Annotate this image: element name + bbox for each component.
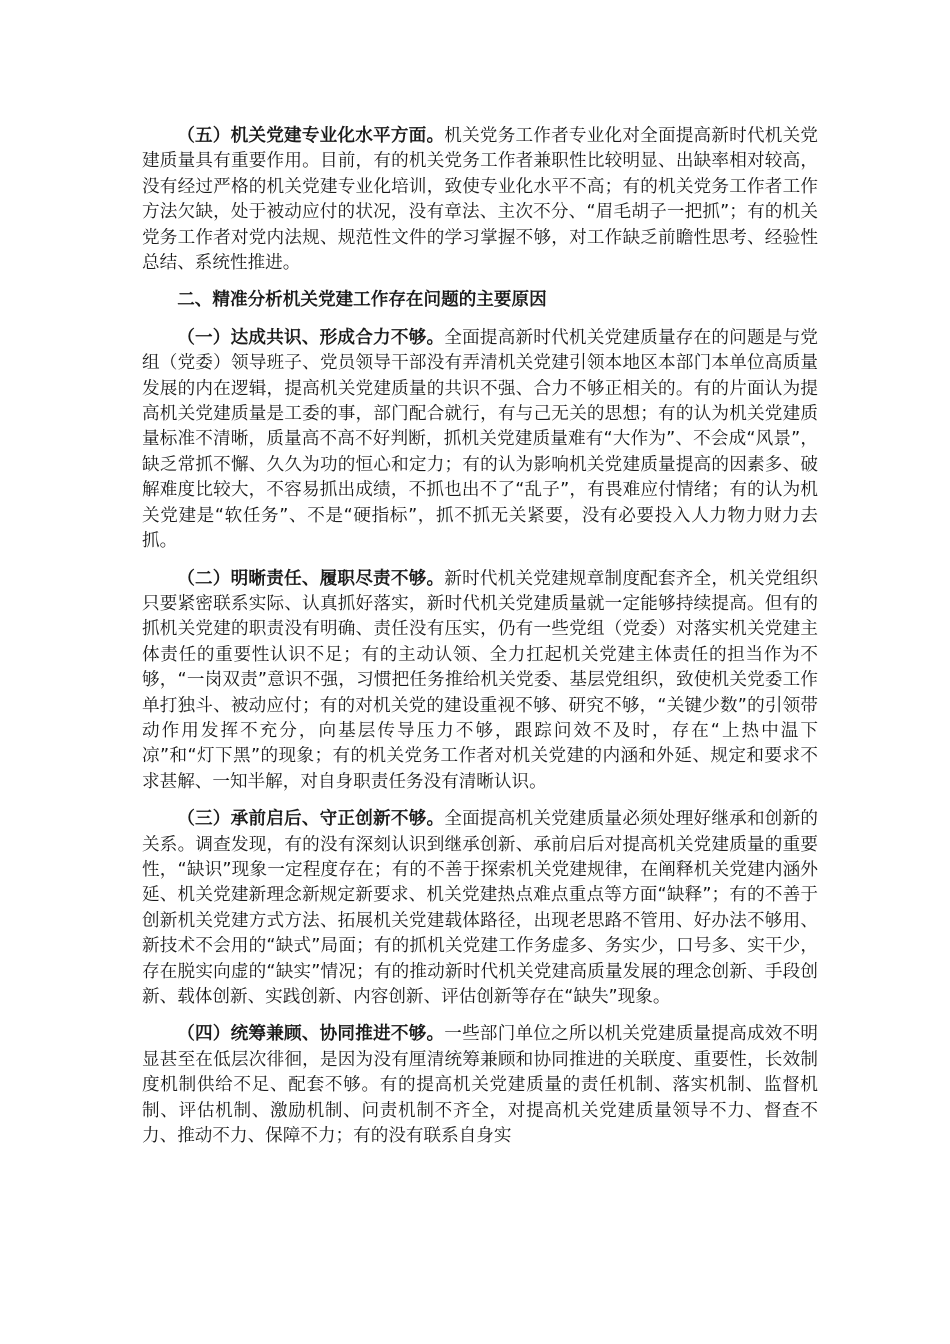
paragraph-heading: （三）承前启后、守正创新不够。 [177,809,445,830]
paragraph-heading: （一）达成共识、形成合力不够。 [177,327,445,348]
paragraph-responsibility [142,567,818,796]
paragraph-heading: （五）机关党建专业化水平方面。 [177,126,445,146]
paragraph-body: 全面提高新时代机关党建质量存在的问题是与党组（党委）领导班子、党员领导干部没有弄清机关党建引领本地区本部门本单位高质量发展的内在逻辑，提高机关党建质量的共识不强、合力不够正相关的。有的片面认为提高机关党建质量是工委的事，部门配合就行，有与己无关的思想；有的认为机关党建质量标准不清晰，质量高不高不好判断，抓机关党建质量难有“大作为”、不会成“风景”，缺乏常抓不懈、久久为功的恒心和定力；有的认为影响机关党建质量提高的因素多、破解难度比较大，不容易抓出成绩，不抓也出不了“乱子”，有畏难应付情绪；有的认为机关党建是“软任务”、不是“硬指标”，抓不抓无关紧要，没有必要投入人力物力财力去抓。 [142,327,818,552]
paragraph-party-building-professionalism [142,124,818,276]
paragraph-innovation [142,807,818,1010]
paragraph-body: 新时代机关党建规章制度配套齐全，机关党组织只要紧密联系实际、认真抓好落实，新时代机关党建质量就一定能够持续提高。但有的抓机关党建的职责没有明确、责任没有压实，仍有一些党组（党委）对落实机关党建主体责任的重要性认识不足；有的主动认领、全力扛起机关党建主体责任的担当作为不够，“一岗双责”意识不强，习惯把任务推给机关党委、基层党组织，致使机关党委工作单打独斗、被动应付；有的对机关党的建设重视不够、研究不够，“关键少数”的引领带动作用发挥不充分，向基层传导压力不够，跟踪问效不及时，存在“上热中温下凉”和“灯下黑”的现象；有的机关党务工作者对机关党建的内涵和外延、规定和要求不求甚解、一知半解，对自身职责任务没有清晰认识。 [142,568,818,792]
paragraph-heading: （四）统筹兼顾、协同推进不够。 [177,1024,445,1045]
document-page [142,124,818,1149]
paragraph-consensus [142,326,818,555]
section-heading-main-causes: 二、精准分析机关党建工作存在问题的主要原因 [177,290,547,311]
paragraph-heading: （二）明晰责任、履职尽责不够。 [177,568,445,589]
paragraph-body: 机关党务工作者专业化对全面提高新时代机关党建质量具有重要作用。目前，有的机关党务工作者兼职性比较明显、出缺率相对较高，没有经过严格的机关党建专业化培训，致使专业化水平不高；有的机关党务工作者工作方法欠缺，处于被动应付的状况，没有章法、主次不分、“眉毛胡子一把抓”；有的机关党务工作者对党内法规、规范性文件的学习掌握不够，对工作缺乏前瞻性思考、经验性总结、系统性推进。 [142,126,818,274]
paragraph-body: 一些部门单位之所以机关党建质量提高成效不明显甚至在低层次徘徊，是因为没有厘清统筹兼顾和协同推进的关联度、重要性，长效制度机制供给不足、配套不够。有的提高机关党建质量的责任机制、落实机制、监督机制、评估机制、激励机制、问责机制不齐全，对提高机关党建质量领导不力、督查不力、推动不力、保障不力；有的没有联系自身实 [142,1024,818,1147]
paragraph-body: 全面提高机关党建质量必须处理好继承和创新的关系。调查发现，有的没有深刻认识到继承创新、承前启后对提高机关党建质量的重要性，“缺识”现象一定程度存在；有的不善于探索机关党建规律，在阐释机关党建内涵外延、机关党建新理念新规定新要求、机关党建热点难点重点等方面“缺释”；有的不善于创新机关党建方式方法、拓展机关党建载体路径，出现老思路不管用、好办法不够用、新技术不会用的“缺式”局面；有的抓机关党建工作务虚多、务实少，口号多、实干少，存在脱实向虚的“缺实”情况；有的推动新时代机关党建高质量发展的理念创新、手段创新、载体创新、实践创新、内容创新、评估创新等存在“缺失”现象。 [142,809,818,1007]
paragraph-coordination [142,1022,818,1149]
